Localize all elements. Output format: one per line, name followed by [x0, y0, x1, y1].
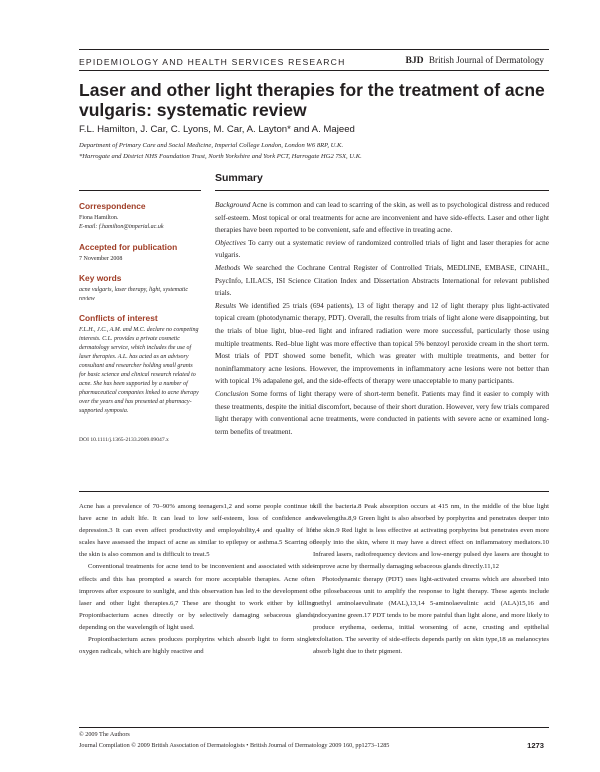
doi[interactable]: DOI 10.1111/j.1365-2133.2009.09047.x [79, 437, 169, 443]
keywords-list: acne vulgaris, laser therapy, light, systematic review [79, 287, 188, 302]
conflicts-text: F.L.H., J.C., A.M. and M.C. declare no competing interests. C.L. provides a private cosmetic dermatology service, which includes the use of laser therapies. A.L. has acted as an advisory consultant and researcher holding small grants for basic science and clinical research related to acne. She has been supported by a number of pharmaceutical companies linked to acne therapy over the years and has presented at pharmacy-supported symposia. [79, 327, 199, 414]
abstract-objectives-label: Objectives [215, 237, 246, 247]
abstract-methods [215, 262, 549, 300]
accepted-date: 7 November 2008 [79, 256, 123, 262]
correspondence-email[interactable]: E-mail: f.hamilton@imperial.ac.uk [79, 224, 164, 230]
article-title: Laser and other light therapies for the treatment of acne vulgaris: systematic review [79, 80, 545, 120]
correspondence-heading: Correspondence [79, 201, 146, 211]
correspondence-name: Fiona Hamilton. [79, 215, 119, 221]
footer-journal-line: Journal Compilation © 2009 British Association of Dermatologists • British Journal of Dermatology 2009 160, pp1273–1285 [79, 742, 390, 749]
page-number: 1273 [527, 741, 544, 750]
sidebar-rule-top [79, 190, 201, 191]
abstract-results-text: We identified 25 trials (694 patients), 13 of light therapy and 12 of light therapy plus light-activated topical cream (photodynamic therapy, PDT). Overall, the results from trials of light alone were disappointing, but the trials of blue light, blue–red light and infrared radiation were more successful, particularly those using multiple treatments. Red–blue light was more effective than topical 5% benzoyl peroxide cream in the short term. Most trials of PDT showed some benefit, which was greater with multiple treatments, and better for noninflammatory acne lesions. However, the improvements in inflammatory acne lesions were not better than with topical 1% adapalene gel, and the side-effects of therapy were unacceptable to many participants. [215, 300, 549, 386]
journal-abbreviation: BJD [405, 55, 424, 66]
body-paragraph: kill the bacteria.8 Peak absorption occurs at 415 nm, in the middle of the blue light wavelengths.8,9 Green light is also absorbed by porphyrins and penetrates deeper into the skin.9 Red light is less effective at activating porphyrins but penetrates even more deeply into the skin, where it may have a direct effect on inflammatory mediators.10 Infrared lasers, radiofrequency devices and low-energy pulsed dye lasers are thought to improve acne by thermally damaging sebaceous glands directly.11,12 [313, 503, 549, 571]
header-rule-top [79, 49, 549, 50]
abstract-results [215, 300, 549, 388]
body-paragraph: Acne has a prevalence of 70–90% among teenagers1,2 and some people continue to have acne in adult life. It can lead to low self-esteem, loss of confidence and depression.3 It can even affect productivity and employability,4 and quality of life scales have assessed the impact of acne as similar to epilepsy or asthma.5 Scarring of the skin is also common and is difficult to treat.5 [79, 503, 315, 559]
journal-name: British Journal of Dermatology [428, 55, 544, 65]
body-paragraph: Conventional treatments for acne tend to be inconvenient and associated with side-effects and this has prompted a search for more acceptable therapies. Acne often improves after exposure to sunlight, and this observation has led to the development of laser and other light therapies.6,7 These are thought to work either by killing Propionibacterium acnes directly or by selectively damaging sebaceous glands, depending on the wavelength of light used. [79, 563, 315, 631]
summary-rule-bottom [79, 491, 549, 492]
abstract-conclusion-label: Conclusion [215, 388, 249, 398]
body-paragraph: Propionibacterium acnes produces porphyrins which absorb light to form singlet oxygen radicals, which are highly reactive and [79, 636, 315, 656]
keywords-heading: Key words [79, 273, 122, 283]
abstract-background [215, 199, 549, 237]
abstract-conclusion-text: Some forms of light therapy were of short-term benefit. Patients may find it easier to comply with these treatments, despite the initial discomfort, because of their short duration. However, very few trials compared light therapy with conventional acne treatments, were conducted in patients with severe acne or examined long-term benefits of treatment. [215, 388, 549, 436]
abstract-background-label: Background [215, 200, 251, 209]
author-list: F.L. Hamilton, J. Car, C. Lyons, M. Car, A. Layton* and A. Majeed [79, 124, 355, 135]
footer-copyright: © 2009 The Authors [79, 731, 130, 738]
affiliation-2: *Harrogate and District NHS Foundation Trust, North Yorkshire and York PCT, Harrogate HG2 7SX, U.K. [79, 153, 362, 160]
abstract-conclusion [215, 388, 549, 438]
abstract-methods-label: Methods [215, 262, 241, 272]
body-column-right [313, 501, 549, 658]
summary-rule [215, 190, 549, 191]
section-label: EPIDEMIOLOGY AND HEALTH SERVICES RESEARCH [79, 57, 346, 67]
journal-header [405, 55, 544, 66]
body-paragraph: Photodynamic therapy (PDT) uses light-activated creams which are absorbed into the pilosebaceous unit to amplify the response to light therapy. These agents include methyl aminolaevulinate (MAL),13,14 5-aminolaevulinic acid (ALA)15,16 and indocyanine green.17 PDT tends to be more painful than light alone, and more likely to produce erythema, oedema, initial worsening of acne, crusting and epithelial exfoliation. The severity of side-effects depends partly on skin type,18 as melanocytes absorb light due to their pigment. [313, 575, 549, 656]
abstract-objectives [215, 237, 549, 262]
summary-heading: Summary [215, 172, 263, 184]
conflicts-heading: Conflicts of interest [79, 313, 158, 323]
abstract [215, 199, 549, 438]
header-rule-bottom [79, 70, 549, 71]
body-column-left [79, 501, 315, 658]
affiliation-1: Department of Primary Care and Social Medicine, Imperial College London, London W6 8RP, U.K. [79, 142, 344, 149]
abstract-background-text: Acne is common and can lead to scarring of the skin, as well as to psychological distress and reduced self-esteem. Most topical or oral treatments for acne are inconvenient and have side-effects. Laser and other light therapies have been reported to be convenient, safe and effective in treating acne. [215, 200, 549, 235]
footer-rule [79, 727, 549, 728]
accepted-heading: Accepted for publication [79, 242, 178, 252]
abstract-results-label: Results [215, 300, 237, 310]
abstract-methods-text: We searched the Cochrane Central Register of Controlled Trials, MEDLINE, EMBASE, CINAHL, PsycInfo, LILACS, ISI Science Citation Index and Dissertation Abstracts International for relevant published trials. [215, 262, 549, 298]
abstract-objectives-text: To carry out a systematic review of randomized controlled trials of light and laser therapies for acne vulgaris. [215, 237, 549, 260]
